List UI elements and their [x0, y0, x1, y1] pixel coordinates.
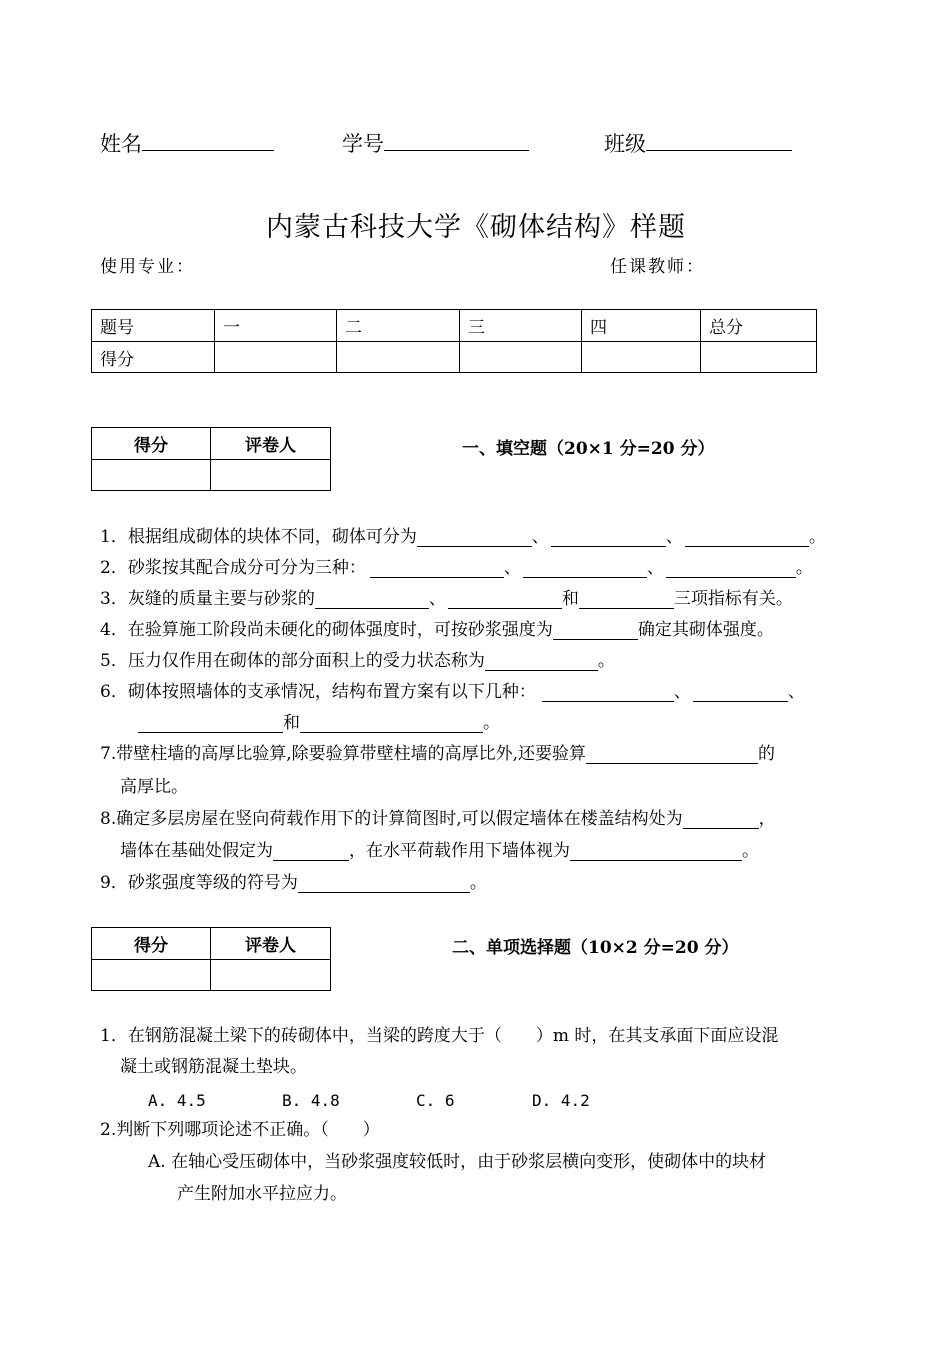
question-text: 8.确定多层房屋在竖向荷载作用下的计算简图时,可以假定墙体在楼盖结构处为: [100, 809, 683, 829]
choice-options-1: [148, 1085, 590, 1116]
answer-blank[interactable]: [273, 840, 349, 861]
choice-question-2: 2.判断下列哪项论述不正确。（ ）: [100, 1120, 380, 1140]
table-cell: 三: [460, 310, 582, 342]
score-cell[interactable]: [337, 342, 460, 373]
answer-blank[interactable]: [586, 743, 758, 764]
fill-question-6-line2: [138, 708, 500, 739]
grader-score-cell[interactable]: [92, 460, 211, 491]
choice-question-2-option-a-line2: 产生附加水平拉应力。: [177, 1184, 347, 1204]
question-text: 7.带壁柱墙的高厚比验算,除要验算带壁柱墙的高厚比外,还要验算: [100, 744, 587, 764]
answer-blank[interactable]: [542, 681, 674, 702]
score-cell[interactable]: [701, 342, 817, 373]
answer-blank[interactable]: [485, 650, 598, 671]
name-field: [100, 128, 274, 158]
separator: 。: [483, 713, 500, 733]
separator: ，: [758, 809, 776, 829]
answer-blank[interactable]: [693, 681, 788, 702]
question-text: 三项指标有关。: [673, 589, 793, 609]
score-cell[interactable]: [215, 342, 337, 373]
score-cell[interactable]: [460, 342, 582, 373]
grader-name-label: 评卷人: [211, 428, 331, 460]
answer-blank[interactable]: [315, 588, 429, 609]
choice-question-1: 1．在钢筋混凝土梁下的砖砌体中，当梁的跨度大于（ ）m 时，在其支承面下面应设混: [100, 1026, 779, 1046]
grader-box-1: [91, 427, 331, 491]
answer-blank[interactable]: [551, 526, 666, 547]
question-text: 3．灰缝的质量主要与砂浆的: [100, 589, 315, 609]
fill-question-5: [100, 646, 615, 677]
separator: 和: [283, 713, 300, 733]
grader-score-label: 得分: [92, 928, 211, 960]
fill-question-7-line2: 高厚比。: [120, 777, 188, 797]
separator: 、: [665, 527, 683, 547]
table-cell: 四: [582, 310, 701, 342]
question-text: 2．砂浆按其配合成分可分为三种：: [100, 558, 366, 578]
separator: 、: [646, 558, 664, 578]
answer-blank[interactable]: [138, 712, 283, 733]
answer-blank[interactable]: [666, 557, 796, 578]
fill-question-1: [100, 522, 826, 553]
section2-title: 二、单项选择题（10×2 分=20 分）: [452, 938, 739, 958]
question-text: 6．砌体按照墙体的支承情况，结构布置方案有以下几种：: [100, 682, 536, 702]
separator: 、: [673, 682, 691, 702]
student-id-label: 学号: [342, 132, 384, 156]
table-cell: 得分: [92, 342, 215, 373]
fill-question-9: [100, 868, 487, 899]
question-text: 9．砂浆强度等级的符号为: [100, 873, 298, 893]
class-blank[interactable]: [646, 132, 792, 151]
fill-question-2: [100, 553, 813, 584]
question-text: 墙体在基础处假定为: [120, 841, 273, 861]
option-a[interactable]: A. 4.5: [148, 1091, 206, 1110]
table-cell: 题号: [92, 310, 215, 342]
answer-blank[interactable]: [370, 557, 504, 578]
answer-blank[interactable]: [685, 526, 809, 547]
separator: 。: [742, 841, 759, 861]
question-text: 确定其砌体强度。: [637, 620, 774, 640]
exam-title: 内蒙古科技大学《砌体结构》样题: [266, 212, 686, 243]
grader-name-cell[interactable]: [211, 960, 331, 991]
separator: 、: [428, 589, 446, 609]
separator: 。: [808, 527, 826, 547]
fill-question-6: [100, 677, 805, 708]
grader-name-cell[interactable]: [211, 460, 331, 491]
separator: 、: [503, 558, 521, 578]
name-blank[interactable]: [142, 132, 274, 151]
separator: 和: [561, 589, 579, 609]
question-text: 的: [758, 744, 776, 764]
answer-blank[interactable]: [570, 840, 742, 861]
table-cell: 总分: [701, 310, 817, 342]
separator: 。: [469, 873, 487, 893]
class-field: [604, 128, 792, 158]
class-label: 班级: [604, 132, 646, 156]
major-label: 使用专业：: [100, 257, 195, 277]
name-label: 姓名: [100, 132, 142, 156]
question-text: 5．压力仅作用在砌体的部分面积上的受力状态称为: [100, 651, 485, 671]
table-cell: 二: [337, 310, 460, 342]
option-c[interactable]: C. 6: [416, 1091, 455, 1110]
separator: 、: [531, 527, 549, 547]
grader-box-2: [91, 927, 331, 991]
score-table-header-row: [92, 310, 817, 342]
answer-blank[interactable]: [300, 712, 483, 733]
answer-blank[interactable]: [298, 872, 470, 893]
answer-blank[interactable]: [553, 619, 638, 640]
answer-blank[interactable]: [417, 526, 532, 547]
score-table: [91, 309, 817, 373]
fill-question-4: [100, 615, 774, 646]
choice-question-2-option-a[interactable]: A. 在轴心受压砌体中，当砂浆强度较低时，由于砂浆层横向变形，使砌体中的块材: [148, 1152, 767, 1172]
fill-question-8: [100, 804, 776, 835]
teacher-label: 任课教师：: [610, 257, 705, 277]
section1-title: 一、填空题（20×1 分=20 分）: [462, 439, 715, 459]
separator: 。: [597, 651, 615, 671]
grader-name-label: 评卷人: [211, 928, 331, 960]
table-cell: 一: [215, 310, 337, 342]
question-text: 1．根据组成砌体的块体不同，砌体可分为: [100, 527, 417, 547]
answer-blank[interactable]: [448, 588, 562, 609]
separator: 、: [787, 682, 805, 702]
student-id-field: [342, 128, 529, 158]
option-d[interactable]: D. 4.2: [532, 1091, 590, 1110]
separator: 。: [795, 558, 813, 578]
score-cell[interactable]: [582, 342, 701, 373]
question-text: ，在水平荷载作用下墙体视为: [349, 841, 570, 861]
fill-question-3: [100, 584, 793, 615]
question-text: 4．在验算施工阶段尚未硬化的砌体强度时，可按砂浆强度为: [100, 620, 553, 640]
fill-question-7: [100, 739, 775, 770]
fill-question-8-line2: [120, 836, 759, 867]
answer-blank[interactable]: [579, 588, 674, 609]
answer-blank[interactable]: [523, 557, 647, 578]
option-b[interactable]: B. 4.8: [282, 1091, 340, 1110]
choice-question-1-line2: 凝土或钢筋混凝土垫块。: [120, 1057, 307, 1077]
answer-blank[interactable]: [683, 808, 759, 829]
grader-score-cell[interactable]: [92, 960, 211, 991]
student-id-blank[interactable]: [384, 132, 529, 151]
score-table-score-row: [92, 342, 817, 373]
grader-score-label: 得分: [92, 428, 211, 460]
